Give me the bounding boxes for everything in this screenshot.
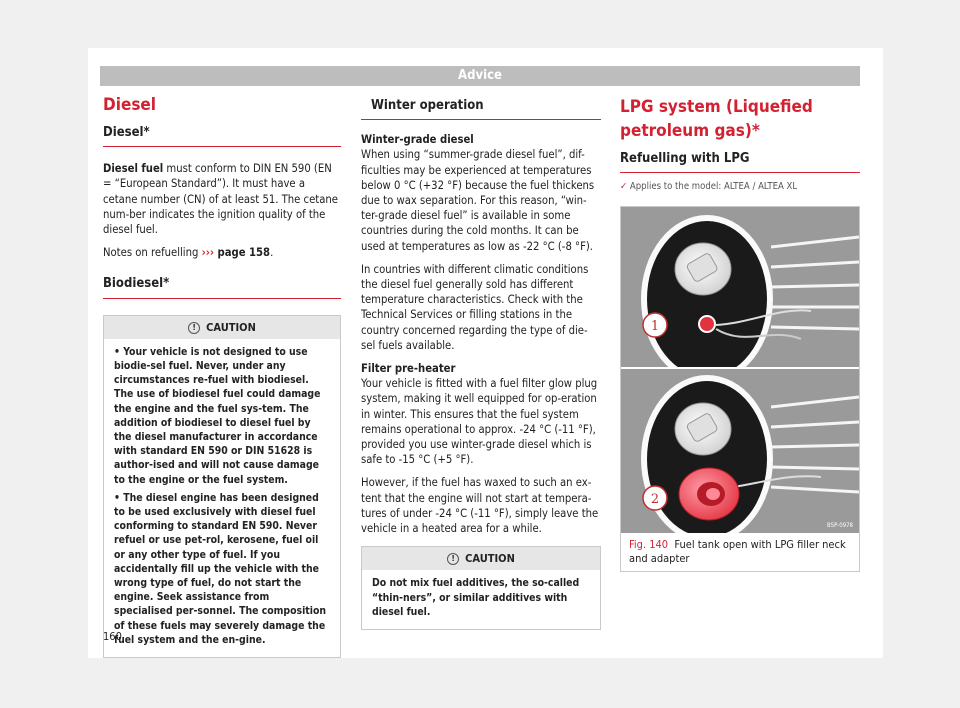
link-arrows: ›››: [201, 246, 215, 260]
caution-body: [362, 570, 600, 629]
section-header: Advice: [100, 66, 860, 86]
left-column: [103, 95, 341, 658]
caution-title: CAUTION: [465, 552, 515, 566]
subheading-biodiesel-wrap: [103, 276, 341, 298]
subheading-winter: Winter operation: [371, 98, 484, 113]
diesel-fuel-text: must conform to DIN EN 590 (EN = “European Standard”). It must have a cetane number (CN) of at least 51. The cetane num-ber indicates the ignition quality of the diesel fuel.: [103, 162, 338, 237]
filter-preheater-label: Filter pre-heater: [361, 362, 456, 376]
diesel-fuel-paragraph: [103, 161, 341, 237]
winter-paragraph-1: When using “summer-grade diesel fuel”, dif-ficulties may be experienced at temperatures below 0 °C (+32 °F) because the fuel thickens due to wax separation. For this reason, “win-ter-grade diesel fuel” is available in some countries during the cold months. It can be used at temperatures as low as -22 °C (-8 °F).: [361, 148, 595, 253]
callout-2: 2: [650, 492, 660, 508]
warning-icon: !: [188, 322, 200, 334]
refuel-notes-end: .: [270, 246, 274, 260]
refuel-notes-text: Notes on refuelling: [103, 246, 202, 260]
subheading-diesel: Diesel*: [103, 125, 150, 140]
subheading-winter-wrap: [361, 95, 601, 120]
winter-diesel-label: Winter-grade diesel: [361, 133, 474, 147]
caution-text: Do not mix fuel additives, the so-called “thin-ners”, or similar additives with diesel fuel.: [372, 577, 580, 618]
fuel-tank-illustration: [621, 207, 859, 533]
caution-header: [104, 316, 340, 339]
winter-paragraph-4: However, if the fuel has waxed to such an ex-tent that the engine will not start at tempera-tures of under -24 °C (-11 °F), simply leave the vehicle in a heated area for a while.: [361, 476, 599, 536]
caution-header: [362, 547, 600, 570]
subheading-diesel-wrap: [103, 125, 341, 147]
page-number: 160: [103, 630, 122, 643]
middle-column: [361, 95, 601, 630]
figure-label: Fig. 140: [629, 538, 669, 552]
diesel-fuel-term: Diesel fuel: [103, 162, 164, 176]
page-link[interactable]: page 158: [214, 246, 271, 260]
subheading-biodiesel: Biodiesel*: [103, 276, 170, 292]
applies-text: Applies to the model: ALTEA / ALTEA XL: [629, 181, 798, 193]
winter-paragraph-3: Your vehicle is fitted with a fuel filter glow plug system, making it well equipped for op-eration in winter. This ensures that the fuel system remains operational to approx. -24 °C (-11 °F), provided you use winter-grade diesel which is safe to -15 °C (+5 °F).: [361, 377, 598, 467]
heading-lpg: LPG system (Liquefied petroleum gas)*: [620, 97, 813, 141]
applies-to: [620, 179, 860, 194]
caution-box-biodiesel: [103, 315, 341, 658]
refuel-notes-paragraph: [103, 245, 341, 260]
check-icon: ✓: [620, 181, 628, 193]
warning-icon: !: [447, 553, 459, 565]
subheading-lpg-wrap: [620, 151, 860, 173]
right-column: [620, 95, 860, 572]
caution-body: [104, 339, 340, 657]
figure-140: [620, 206, 860, 572]
figure-caption: [621, 533, 859, 571]
caution-bullet: • Your vehicle is not designed to use biodie-sel fuel. Never, under any circumstances re-fuel with biodiesel. The use of biodiesel fuel could damage the engine and the fuel sys-tem. The addition of biodiesel to diesel fuel by the diesel manufacturer in accordance with standard EN 590 or DIN 51628 is author-ised and will not cause damage to the engine or the fuel system.: [114, 345, 321, 486]
figure-code: B5P-0978: [827, 522, 853, 530]
caution-bullet: • The diesel engine has been designed to be used exclusively with diesel fuel conforming to standard EN 590. Never refuel or use pet-rol, kerosene, fuel oil or any other type of fuel. If you accidentally fill up the vehicle with the wrong type of fuel, do not start the engine. Seek assistance from specialised per-sonnel. The composition of these fuels may severely damage the fuel system and the en-gine.: [114, 491, 327, 646]
heading-diesel: Diesel: [103, 95, 157, 115]
winter-paragraph-2: In countries with different climatic conditions the diesel fuel generally sold has different temperature characteristics. Check with the Technical Services or filling stations in the country concerned regarding the type of die-sel fuels available.: [361, 262, 589, 352]
caution-title: CAUTION: [206, 320, 256, 334]
callout-1: 1: [650, 319, 660, 335]
subheading-lpg: Refuelling with LPG: [620, 151, 750, 166]
caution-box-additives: [361, 546, 601, 630]
figure-caption-text: Fuel tank open with LPG filler neck and adapter: [629, 538, 846, 566]
